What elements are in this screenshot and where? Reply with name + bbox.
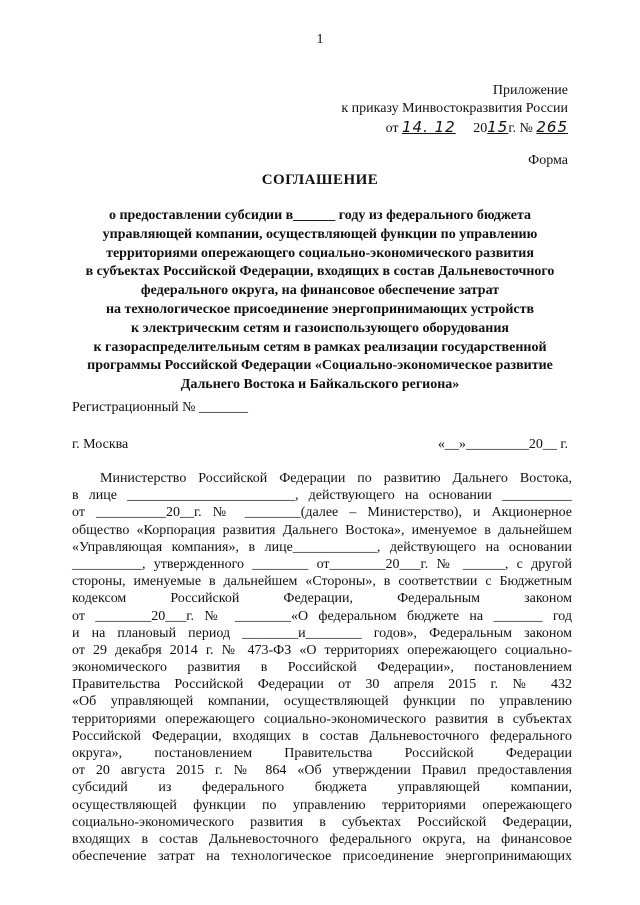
form-label: Форма [528,153,568,168]
body-line: от ________20___г. № ________«О федеральном бюджете на _______ год [72,608,572,624]
subtitle-line: на технологическое присоединение энергопринимающих устройств [105,301,535,317]
year-prefix: 20 [473,121,488,136]
appendix-block [268,82,568,138]
page-number: 1 [316,32,324,47]
subtitle-line: Дальнего Востока и Байкальского региона» [180,377,460,393]
body-line: кодексом Российской Федерации, Федеральным законом [72,591,572,607]
body-line: и на плановый период ________и________ годов», Федеральным законом [72,625,572,641]
body-line: экономического развития в Российской Федерации», постановлением [72,660,572,676]
body-line: в лице ________________________, действующего на основании __________ [72,488,572,504]
body-line: общество «Корпорация развития Дальнего Востока», именуемое в дальнейшем [72,522,572,538]
document-subtitle [60,207,580,395]
body-line: субсидий из федерального бюджета управляющей компании, [72,780,572,796]
subtitle-line: к газораспределительным сетям в рамках реализации государственной [93,339,547,355]
subtitle-line: в субъектах Российской Федерации, входящих в состав Дальневосточного [85,264,555,280]
body-line: Министерство Российской Федерации по развитию Дальнего Востока, [100,471,572,486]
body-line: от 29 декабря 2014 г. № 473-ФЗ «О территориях опережающего социально- [72,642,572,658]
city: г. Москва [72,437,129,452]
subtitle-line: о предоставлении субсидии в______ году из федерального бюджета [108,208,532,223]
agreement-date: «__»_________20__ г. [437,437,568,452]
body-line: «Управляющая компания», в лице____________, действующего на основании [72,539,572,555]
body-line: от 20 августа 2015 г. № 864 «Об утверждении Правил предоставления [72,763,572,779]
body-text [72,470,572,865]
body-line: от __________20__г. № ________(далее – Министерство), и Акционерное [72,505,572,521]
registration-number: Регистрационный № _______ [72,400,248,415]
subtitle-line: управляющей компании, осуществляющей функции по управлению [102,226,538,242]
handwritten-year: 15 [487,118,509,136]
body-line: территориями опережающего социально-экономического развития в субъектах [72,711,572,727]
document-title: СОГЛАШЕНИЕ [261,172,379,188]
body-line: стороны, именуемые в дальнейшем «Стороны», в соответствии с Бюджетным [72,574,572,590]
body-line: входящих в состав Дальневосточного федерального округа, на финансовое [72,831,572,847]
date-prefix: от [385,121,399,136]
body-line: Правительства Российской Федерации от 30 апреля 2015 г. № 432 [72,677,572,693]
subtitle-line: к электрическим сетям и газоиспользующего оборудования [131,320,509,336]
subtitle-line: программы Российской Федерации «Социально-экономическое развитие [87,358,553,374]
body-line: «Об управляющей компании, осуществляющей функции по управлению [72,694,572,710]
subtitle-line: территориями опережающего социально-экономического развития [106,245,534,261]
number-label: г. № [508,121,533,136]
handwritten-order-number: 265 [536,118,568,136]
body-line: осуществляющей функции по управлению территориями опережающего [72,797,572,813]
appendix-order-ref: к приказу Минвостокразвития России [341,101,568,116]
body-line: округа», постановлением Правительства Российской Федерации [72,746,572,761]
handwritten-date: 14. 12 [402,118,456,136]
body-line: __________, утвержденного ________ от________20___г. № ______, с другой [72,556,572,572]
appendix-date-line [268,118,568,138]
appendix-title: Приложение [492,83,568,98]
body-line: Российской Федерации, входящих в состав Дальневосточного федерального [72,728,572,744]
body-line: социально-экономического развития в субъектах Российской Федерации, [72,814,572,830]
body-line: обеспечение затрат на технологическое присоединение энергопринимающих [72,849,572,865]
subtitle-line: федерального округа, на финансовое обеспечение затрат [140,283,500,299]
